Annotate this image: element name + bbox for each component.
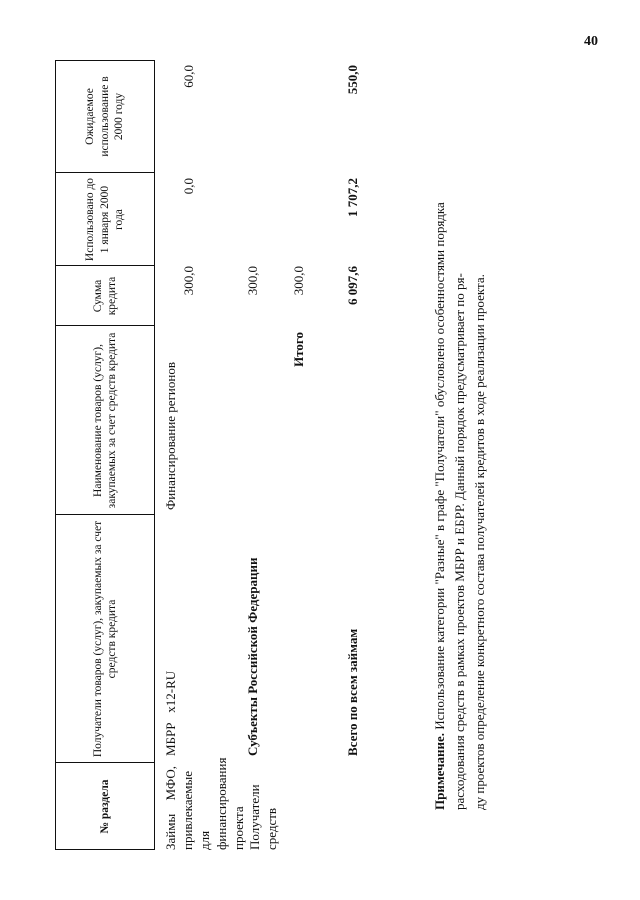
loan-code: x12-RU <box>163 670 178 713</box>
total-amount: 6 097,6 <box>345 266 360 305</box>
lender-cell <box>163 521 180 756</box>
lender-name: МБРР <box>163 722 178 756</box>
header-section-number: № раздела <box>98 779 111 834</box>
note-paragraph <box>430 60 490 850</box>
itogo-amount: 300,0 <box>291 266 306 296</box>
total-used: 1 707,2 <box>345 178 360 217</box>
subjects-label: Субъекты Российской Федерации <box>245 557 260 756</box>
header-recipients: Получатели товаров (услуг), закупаемых за счет средств кредита <box>91 520 118 758</box>
amount-cell: 300,0 <box>181 266 196 296</box>
note-text-1: Использование категории "Разные" в графе "Получатели" обусловлено особенностями порядка <box>432 202 447 730</box>
note-line-1 <box>430 60 450 850</box>
page-number: 40 <box>584 34 598 49</box>
total-label: Всего по всем займам <box>345 628 360 756</box>
loans-table <box>55 60 420 850</box>
expected-cell: 60,0 <box>181 65 196 88</box>
header-goods: Наименование товаров (услуг), закупаемых за счет средств кредита <box>91 332 118 509</box>
goods-cell: Финансирование регионов <box>163 362 178 510</box>
section-cell: Займы МФО, привлекаемые для финансирования проекта Получатели средств <box>163 757 280 850</box>
used-cell: 0,0 <box>181 178 196 195</box>
header-loan-amount: Сумма кредита <box>91 276 118 316</box>
subjects-amount: 300,0 <box>245 266 260 296</box>
header-expected-2000: Ожидаемое использование в 2000 году <box>84 76 126 157</box>
note-label: Примечание. <box>432 733 447 810</box>
itogo-label: Итого <box>291 332 306 367</box>
rotated-content <box>55 60 585 850</box>
header-used-before-2000: Использовано до 1 января 2000 года <box>84 177 126 262</box>
note-line-2: расходования средств в рамках проектов МБРР и ЕБРР. Данный порядок предусматривает по ря- <box>452 273 467 810</box>
note-line-3: ду проектов определение конкретного состава получателей кредитов в ходе реализации проекта. <box>472 274 487 810</box>
total-expected: 550,0 <box>345 65 360 95</box>
